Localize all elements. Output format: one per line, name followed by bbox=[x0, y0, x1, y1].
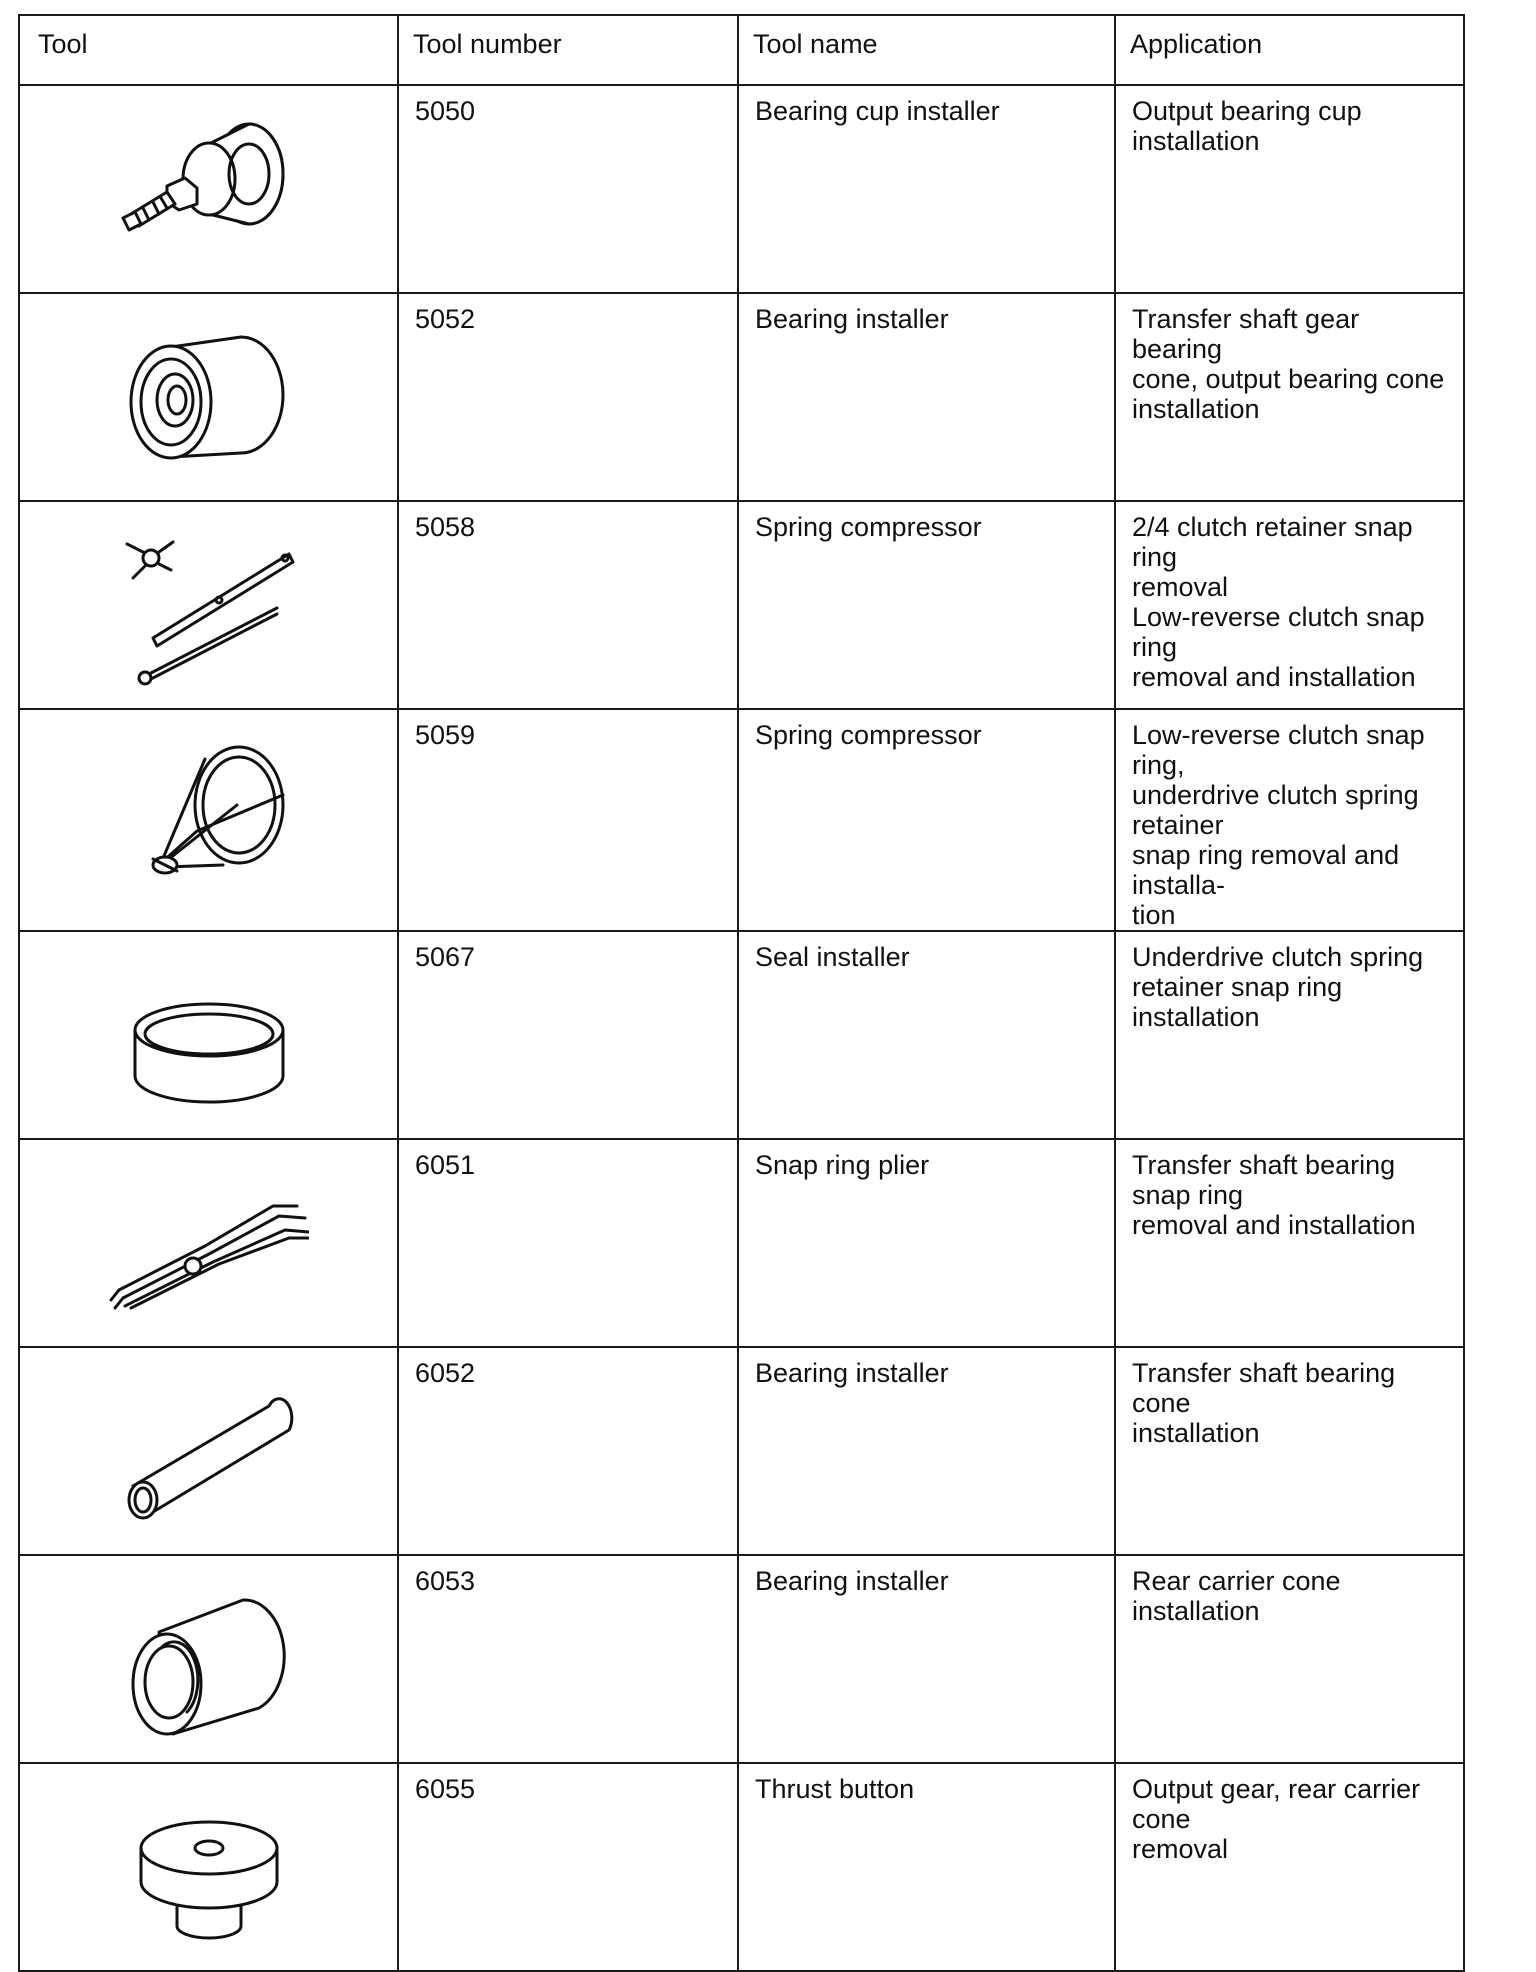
tool-name-cell bbox=[738, 709, 1115, 931]
tool-name: Bearing cup installer bbox=[755, 96, 1000, 126]
tool-name-cell bbox=[738, 1763, 1115, 1971]
application-cell bbox=[1115, 501, 1464, 709]
snap-ring-plier-icon bbox=[109, 1158, 309, 1328]
tool-name-cell bbox=[738, 1347, 1115, 1555]
tool-name: Thrust button bbox=[755, 1774, 915, 1804]
seal-installer-ring-icon bbox=[109, 950, 309, 1120]
tool-image-cell bbox=[19, 293, 398, 501]
application-text: Underdrive clutch spring retainer snap ring installation bbox=[1132, 942, 1424, 1032]
tool-number-cell bbox=[398, 85, 738, 293]
tool-name: Seal installer bbox=[755, 942, 910, 972]
tool-number-cell bbox=[398, 1347, 738, 1555]
tool-number-cell bbox=[398, 709, 738, 931]
application-text: Rear carrier cone installation bbox=[1132, 1566, 1341, 1626]
thrust-button-icon bbox=[109, 1782, 309, 1952]
tool-number-cell bbox=[398, 1555, 738, 1763]
bearing-installer-icon bbox=[109, 312, 309, 482]
table-row bbox=[19, 1763, 1464, 1971]
table-row bbox=[19, 709, 1464, 931]
tool-name: Bearing installer bbox=[755, 304, 949, 334]
application-text: Output gear, rear carrier cone removal bbox=[1132, 1774, 1421, 1864]
tool-number: 5058 bbox=[415, 512, 476, 542]
table-header-row bbox=[19, 15, 1464, 85]
tool-name-cell bbox=[738, 931, 1115, 1139]
tool-number: 5052 bbox=[415, 304, 476, 334]
tool-image-cell bbox=[19, 1763, 398, 1971]
tool-image-cell bbox=[19, 1139, 398, 1347]
application-cell bbox=[1115, 931, 1464, 1139]
application-text: Transfer shaft bearing snap ring removal and installation bbox=[1132, 1150, 1416, 1240]
table-row bbox=[19, 1347, 1464, 1555]
tool-name: Snap ring plier bbox=[755, 1150, 930, 1180]
header-tool: Tool bbox=[19, 15, 398, 85]
application-text: Transfer shaft gear bearing cone, output bearing cone installation bbox=[1132, 304, 1445, 424]
table-row bbox=[19, 1555, 1464, 1763]
cylinder-installer-icon bbox=[109, 1574, 309, 1744]
tool-number: 6053 bbox=[415, 1566, 476, 1596]
spring-compressor-bars-icon bbox=[109, 520, 309, 690]
spring-compressor-cage-icon bbox=[109, 735, 309, 905]
tool-image-cell bbox=[19, 85, 398, 293]
header-tool-number: Tool number bbox=[398, 15, 738, 85]
tool-name: Bearing installer bbox=[755, 1566, 949, 1596]
tool-number-cell bbox=[398, 293, 738, 501]
bearing-cup-installer-icon bbox=[109, 104, 309, 274]
tool-number: 5050 bbox=[415, 96, 476, 126]
tool-number-cell bbox=[398, 501, 738, 709]
tool-image-cell bbox=[19, 1555, 398, 1763]
tool-name-cell bbox=[738, 1555, 1115, 1763]
application-text: 2/4 clutch retainer snap ring removal Low-reverse clutch snap ring removal and installation bbox=[1132, 512, 1425, 692]
tool-name-cell bbox=[738, 293, 1115, 501]
application-cell bbox=[1115, 1763, 1464, 1971]
application-cell bbox=[1115, 85, 1464, 293]
tool-name: Spring compressor bbox=[755, 512, 982, 542]
tool-image-cell bbox=[19, 501, 398, 709]
tool-name: Bearing installer bbox=[755, 1358, 949, 1388]
tool-name-cell bbox=[738, 85, 1115, 293]
application-text: Transfer shaft bearing cone installation bbox=[1132, 1358, 1396, 1448]
tool-image-cell bbox=[19, 709, 398, 931]
tool-number: 5067 bbox=[415, 942, 476, 972]
tool-number-cell bbox=[398, 1763, 738, 1971]
tool-image-cell bbox=[19, 1347, 398, 1555]
application-cell bbox=[1115, 1347, 1464, 1555]
tool-number-cell bbox=[398, 1139, 738, 1347]
tool-number-cell bbox=[398, 931, 738, 1139]
tool-image-cell bbox=[19, 931, 398, 1139]
table-row bbox=[19, 85, 1464, 293]
tool-number: 6052 bbox=[415, 1358, 476, 1388]
tool-number: 5059 bbox=[415, 720, 476, 750]
tube-installer-icon bbox=[109, 1366, 309, 1536]
application-cell bbox=[1115, 1555, 1464, 1763]
tool-number: 6055 bbox=[415, 1774, 476, 1804]
application-cell bbox=[1115, 1139, 1464, 1347]
application-cell bbox=[1115, 709, 1464, 931]
tool-number: 6051 bbox=[415, 1150, 476, 1180]
application-text: Output bearing cup installation bbox=[1132, 96, 1362, 156]
tool-name-cell bbox=[738, 1139, 1115, 1347]
application-text: Low-reverse clutch snap ring, underdrive clutch spring retainer snap ring removal and installa- tion bbox=[1132, 720, 1425, 930]
table-row bbox=[19, 931, 1464, 1139]
table-row bbox=[19, 293, 1464, 501]
tool-name-cell bbox=[738, 501, 1115, 709]
table-row bbox=[19, 1139, 1464, 1347]
tool-name: Spring compressor bbox=[755, 720, 982, 750]
special-tools-table bbox=[18, 14, 1465, 1972]
table-row bbox=[19, 501, 1464, 709]
header-tool-name: Tool name bbox=[738, 15, 1115, 85]
application-cell bbox=[1115, 293, 1464, 501]
header-application: Application bbox=[1115, 15, 1464, 85]
